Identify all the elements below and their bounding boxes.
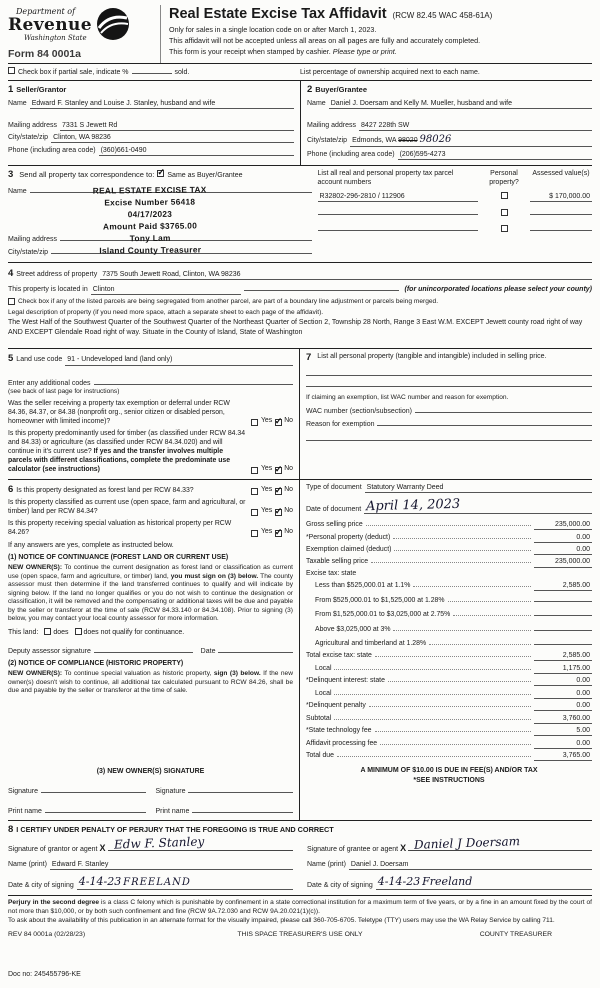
- no-checkbox[interactable]: [275, 488, 282, 495]
- tax-row: [306, 608, 592, 620]
- partial-percent-field[interactable]: [132, 67, 172, 74]
- treasurer-stamp: [60, 183, 241, 257]
- tax-row-label: Exemption claimed (deduct): [306, 546, 392, 553]
- certification-heading: I CERTIFY UNDER PENALTY OF PERJURY THAT THE FOREGOING IS TRUE AND CORRECT: [16, 824, 334, 834]
- tax-row-label: Above $3,025,000 at 3%: [315, 625, 391, 633]
- partial-sale-row: [8, 63, 592, 80]
- yes-checkbox[interactable]: [251, 488, 258, 495]
- owner-signature-field[interactable]: [188, 785, 293, 793]
- tax-row-label: From $1,525,000.01 to $3,025,000 at 2.75%: [315, 611, 451, 619]
- tax-row-label: Local: [315, 664, 332, 672]
- grantee-print-name-field[interactable]: Daniel J. Doersam: [349, 860, 592, 870]
- dot-leader: [380, 744, 531, 745]
- dot-leader: [371, 562, 531, 563]
- tax-row-label: Local: [315, 689, 332, 697]
- grantee-signature-block: [307, 834, 592, 890]
- does-checkbox[interactable]: [44, 628, 51, 635]
- buyer-heading: Buyer/Grantee: [315, 85, 367, 95]
- parcel-number-field[interactable]: [318, 207, 478, 215]
- street-address-field[interactable]: 7375 South Jewett Road, Clinton, WA 98236: [100, 270, 592, 280]
- tax-row-label: Less than $525,000.01 at 1.1%: [315, 582, 411, 590]
- tax-row: [306, 570, 592, 579]
- date-city-label: Date & city of signing: [8, 881, 74, 889]
- question-text: 6 Is this property designated as forest land per RCW 84.33?: [8, 483, 194, 495]
- tax-row-label: *Personal property (deduct): [306, 533, 391, 541]
- footer: [8, 895, 592, 979]
- date-of-document-label: Date of document: [306, 505, 362, 513]
- parcel-row: [318, 207, 592, 218]
- deputy-date-field[interactable]: [218, 645, 293, 653]
- see-back-note: (see back of last page for instructions): [8, 388, 120, 396]
- dot-leader: [369, 706, 531, 707]
- type-of-document-label: Type of document: [306, 483, 362, 491]
- section-certification: [8, 820, 592, 895]
- yes-checkbox[interactable]: [251, 419, 258, 426]
- tax-row-value[interactable]: 0.00: [534, 739, 592, 749]
- assessed-value-field[interactable]: $ 170,000.00: [530, 192, 592, 202]
- tax-row-value[interactable]: 2,585.00: [534, 581, 592, 591]
- wac-number-field[interactable]: [415, 405, 592, 413]
- grantee-handwritten-signature: Daniel J Doersam: [413, 834, 521, 853]
- buyer-name-field[interactable]: Daniel J. Doersam and Kelly M. Mueller, husband and wife: [329, 99, 592, 109]
- tax-row-label: *State technology fee: [306, 727, 372, 735]
- question-text: Was the seller receiving a property tax exemption or deferral under RCW 84.36, 84.37, or 84.38 (nonprofit org., senior citizen or disabled person, homeowner with limited income)?: [8, 399, 230, 425]
- tax-row: [306, 545, 592, 555]
- form-number: Form 84 0001a: [8, 48, 81, 61]
- dot-leader: [448, 601, 532, 602]
- buyer-mailing-field[interactable]: 8427 228th SW: [359, 121, 592, 131]
- section-land-use: [8, 349, 300, 478]
- phone-label: Phone (including area code): [8, 146, 96, 154]
- assessed-values-header: Assessed value(s): [532, 169, 590, 177]
- grantor-print-name-field[interactable]: Edward F. Stanley: [50, 860, 293, 870]
- tax-row: [306, 689, 592, 699]
- dot-leader: [375, 731, 531, 732]
- tax-row: [306, 739, 592, 749]
- tax-row-value[interactable]: 2,585.00: [534, 651, 592, 661]
- wac-number-label: WAC number (section/subsection): [306, 407, 412, 415]
- tax-row-value[interactable]: 235,000.00: [534, 557, 592, 567]
- grantor-date-city-field[interactable]: [77, 875, 293, 890]
- reason-exemption-line[interactable]: [306, 430, 592, 441]
- print-name-label: Print name: [8, 807, 42, 815]
- type-of-document-field[interactable]: Statutory Warranty Deed: [365, 483, 592, 493]
- partial-sale-checkbox[interactable]: [8, 67, 15, 74]
- yes-label: Yes: [260, 506, 273, 514]
- question-text: Is this property classified as current use (open space, farm and agricultural, or timber) land per RCW 84.34?: [8, 499, 246, 515]
- question-tax-exemption: [8, 400, 293, 427]
- section-number: 8: [8, 823, 14, 835]
- tax-row-value[interactable]: [534, 637, 592, 645]
- tax-row-value[interactable]: [534, 608, 592, 616]
- no-checkbox[interactable]: [275, 530, 282, 537]
- date-of-document-field[interactable]: [364, 496, 592, 514]
- notice-compliance-body: NEW OWNER(S): To continue special valuation as historic property, sign (3) below. If the new owner(s) doesn't wish to continue, all additional tax calculated pursuant to RCW 84.26, shall be due and payable by the seller or transferor at the time of sale.: [8, 670, 293, 695]
- no-checkbox[interactable]: [275, 419, 282, 426]
- header-note-3: This form is your receipt when stamped by cashier. Please type or print.: [169, 47, 397, 57]
- tax-row-value[interactable]: [534, 623, 592, 631]
- located-in-extra-line[interactable]: [244, 283, 399, 291]
- yes-checkbox[interactable]: [251, 530, 258, 537]
- dot-leader: [393, 538, 531, 539]
- tax-row: [306, 623, 592, 635]
- see-instructions-note: *SEE INSTRUCTIONS: [413, 777, 485, 785]
- tax-row-label: *Delinquent interest: state: [306, 677, 385, 685]
- section-number: 3: [8, 168, 14, 180]
- buyer-phone-field[interactable]: (206)595-4273: [398, 150, 592, 160]
- stamp-line: Tony Lam: [129, 232, 171, 243]
- tax-row-label: *Delinquent penalty: [306, 702, 366, 710]
- tax-row-label: Subtotal: [306, 714, 332, 722]
- name-label: Name: [8, 188, 27, 196]
- dot-leader: [337, 756, 531, 757]
- tax-row-value[interactable]: 0.00: [534, 533, 592, 543]
- grantor-handwritten-date: 4-14-23: [78, 874, 122, 888]
- date-label: Date: [200, 647, 216, 655]
- no-label: No: [284, 486, 293, 494]
- tax-row: [306, 594, 592, 606]
- land-use-field[interactable]: 91 - Undeveloped land (land only): [65, 355, 293, 365]
- tax-row-label: Affidavit processing fee: [306, 739, 378, 747]
- same-as-buyer-checkbox[interactable]: [157, 170, 164, 177]
- parcel-table: [318, 169, 592, 258]
- located-in-field[interactable]: Clinton: [91, 285, 241, 295]
- grantor-signature-block: [8, 834, 293, 890]
- grantee-signature-label: Signature of grantee or agent: [307, 846, 399, 853]
- tax-row-value[interactable]: 0.00: [534, 701, 592, 711]
- yes-label: Yes: [260, 486, 273, 494]
- date-city-label: Date & city of signing: [307, 881, 373, 889]
- street-address-label: Street address of property: [16, 271, 98, 279]
- new-owner-signature-block: [8, 761, 293, 815]
- unincorporated-note: (for unincorporated locations please select your county): [404, 286, 592, 294]
- no-label: No: [284, 506, 293, 514]
- assessed-value-field[interactable]: [530, 207, 592, 215]
- alternate-format-notice: To ask about the availability of this publication in an alternate format for the visually impaired, please call 360-705-6705. Teletype (TTY) users may use the WA Relay Service by calling 711.: [8, 917, 555, 925]
- parcel-row: [318, 192, 592, 202]
- grantee-date-city-field[interactable]: [376, 875, 592, 890]
- notice-compliance-title: (2) NOTICE OF COMPLIANCE (HISTORIC PROPERTY): [8, 660, 184, 668]
- city-label: City/state/zip: [8, 134, 49, 142]
- personal-property-checkbox[interactable]: [501, 209, 508, 216]
- section-property-address: [8, 262, 592, 348]
- personal-property-header: Personal property?: [489, 169, 519, 186]
- sold-label: sold.: [174, 69, 190, 76]
- land-qualify-row: [8, 628, 293, 637]
- yes-checkbox[interactable]: [251, 509, 258, 516]
- city-label: City/state/zip: [8, 249, 49, 257]
- section-number: 7: [306, 352, 312, 364]
- phone-label: Phone (including area code): [307, 150, 395, 158]
- no-label: No: [284, 416, 293, 424]
- tax-computation: [300, 480, 592, 820]
- name-print-label: Name (print): [8, 860, 47, 868]
- section-number: 1: [8, 84, 14, 96]
- stamp-line: Excise Number 56418: [104, 196, 196, 208]
- tax-row: [306, 726, 592, 736]
- grantor-handwritten-city: FREELAND: [123, 876, 191, 888]
- question-forest-land: [8, 484, 293, 496]
- tax-row-value[interactable]: 3,765.00: [534, 751, 592, 761]
- tax-row-label: Gross selling price: [306, 521, 363, 529]
- stamp-line: Island County Treasurer: [99, 244, 202, 256]
- document-number: Doc no: 245455796-KE: [8, 970, 81, 978]
- parcel-row: [318, 223, 592, 234]
- partial-sale-label: Check box if partial sale, indicate %: [18, 69, 129, 76]
- tax-row-value[interactable]: 3,760.00: [534, 714, 592, 724]
- tax-row: [306, 701, 592, 711]
- dot-leader: [429, 644, 531, 645]
- tax-row: [306, 533, 592, 543]
- deputy-assessor-row: [8, 645, 293, 656]
- owner-print-name-field[interactable]: [192, 805, 293, 813]
- seller-name-field[interactable]: Edward F. Stanley and Louise J. Stanley, husband and wife: [30, 99, 294, 109]
- section-number: 4: [8, 268, 14, 280]
- does-label: does: [53, 628, 69, 636]
- rcw-reference: (RCW 82.45 WAC 458-61A): [392, 11, 493, 20]
- stamp-line: 04/17/2023: [127, 208, 173, 219]
- dot-leader: [453, 615, 531, 616]
- land-use-label: Land use code: [16, 356, 63, 364]
- grantee-handwritten-date: 4-14-23: [377, 874, 421, 888]
- stamp-line: REAL ESTATE EXCISE TAX: [92, 184, 207, 196]
- assessed-value-field[interactable]: [530, 223, 592, 231]
- correspondence-heading: Send all property tax correspondence to:: [19, 169, 155, 179]
- does-not-checkbox[interactable]: [75, 628, 82, 635]
- mailing-label: Mailing address: [8, 235, 58, 243]
- tax-row-value[interactable]: [534, 594, 592, 602]
- buyer-city-field[interactable]: Edmonds, WA 98020 98026: [350, 133, 592, 147]
- tax-table: [306, 518, 592, 762]
- owner-signature-field[interactable]: [41, 785, 146, 793]
- dot-leader: [334, 669, 531, 670]
- tax-row-value[interactable]: 235,000.00: [534, 520, 592, 530]
- washington-state-text: Washington State: [24, 34, 87, 43]
- seller-phone-field[interactable]: (360)661-0490: [99, 146, 294, 156]
- personal-property-checkbox[interactable]: [501, 192, 508, 199]
- city-label: City/state/zip: [307, 137, 348, 145]
- tax-row-label: Agricultural and timberland at 1.28%: [315, 639, 427, 647]
- section-continuance: [8, 480, 300, 820]
- dot-leader: [393, 630, 531, 631]
- dot-leader: [413, 586, 531, 587]
- grantor-signature-label: Signature of grantor or agent: [8, 846, 98, 853]
- band-continuance-tax: [8, 479, 592, 820]
- signature-label: Signature: [8, 787, 38, 795]
- tax-row-value[interactable]: 0.00: [534, 676, 592, 686]
- personal-property-checkbox[interactable]: [501, 225, 508, 232]
- exemption-note: If claiming an exemption, list WAC number and reason for exemption.: [306, 393, 509, 401]
- name-label: Name: [307, 99, 326, 107]
- grantee-handwritten-city: Freeland: [422, 874, 473, 888]
- no-checkbox[interactable]: [275, 509, 282, 516]
- reason-exemption-label: Reason for exemption: [306, 421, 375, 429]
- print-name-label: Print name: [155, 807, 190, 815]
- notice-continuance-body: NEW OWNER(S): To continue the current designation as forest land or classification as current use (open space, farm and agriculture, or timber) land, you must sign on (3) below. The county assessor must then determine if the land transferred continues to qualify and will indicate by signing below. If the land no longer qualifies or you do not wish to continue the designation or classification, it will be removed and the compensating or additional taxes will be due and payable by the seller or transferor at the time of sale (RCW 84.33.140 or 84.34.108). Prior to signing (3) below, you may contact your local county assessor for more information.: [8, 563, 293, 623]
- tax-row-label: Taxable selling price: [306, 558, 369, 566]
- question-current-use: [8, 499, 293, 517]
- grantee-signature-field[interactable]: [408, 834, 592, 853]
- minimum-due-note: A MINIMUM OF $10.00 IS DUE IN FEE(S) AND/OR TAX: [360, 767, 538, 775]
- dot-leader: [334, 719, 531, 720]
- yes-label: Yes: [260, 464, 273, 472]
- no-label: No: [284, 464, 293, 472]
- grantor-signature-field[interactable]: [108, 834, 293, 852]
- parcel-numbers-header: List all real and personal property tax parcel account numbers: [317, 169, 454, 186]
- stamp-line: Amount Paid $3765.00: [102, 220, 198, 232]
- seller-city-field[interactable]: Clinton, WA 98236: [51, 133, 294, 143]
- no-label: No: [284, 527, 293, 535]
- seller-heading: Seller/Grantor: [16, 85, 67, 95]
- deputy-assessor-label: Deputy assessor signature: [8, 647, 91, 655]
- yes-label: Yes: [260, 416, 273, 424]
- mailing-label: Mailing address: [8, 121, 58, 129]
- additional-codes-label: Enter any additional codes: [8, 380, 91, 388]
- parcel-number-field[interactable]: R32802-296-2810 / 112906: [318, 192, 478, 202]
- tax-row: [306, 664, 592, 674]
- treasurer-space-label: THIS SPACE TREASURER'S USE ONLY: [237, 930, 363, 938]
- header-note-1: Only for sales in a single location code on or after March 1, 2023.: [169, 25, 377, 35]
- revenue-logo-icon: [96, 7, 130, 41]
- tax-row: [306, 520, 592, 530]
- department-of-text: Department of: [16, 7, 76, 16]
- tax-row-value[interactable]: 5.00: [534, 726, 592, 736]
- dot-leader: [375, 656, 531, 657]
- tax-row-label: Excise tax: state: [306, 569, 357, 577]
- this-land-label: This land:: [8, 628, 39, 636]
- agency-block: [8, 5, 160, 63]
- rev-form-id: REV 84 0001a (02/28/23): [8, 930, 86, 938]
- county-treasurer-label: COUNTY TREASURER: [479, 930, 552, 938]
- section-seller-grantor: [8, 81, 300, 165]
- segregated-checkbox[interactable]: [8, 298, 15, 305]
- dot-leader: [394, 550, 531, 551]
- tax-row: [306, 557, 592, 567]
- signature-label: Signature: [155, 787, 186, 795]
- tax-row-label: Total due: [306, 752, 334, 760]
- section-personal-property: [300, 349, 592, 478]
- no-checkbox[interactable]: [275, 467, 282, 474]
- struck-zip: 98020: [398, 137, 418, 145]
- tax-row: [306, 714, 592, 724]
- tax-row: [306, 676, 592, 686]
- band-landuse-personalproperty: [8, 348, 592, 478]
- header-note-2: This affidavit will not be accepted unless all areas on all pages are fully and accurately completed.: [169, 36, 481, 46]
- reason-exemption-field[interactable]: [377, 418, 592, 426]
- mailing-label: Mailing address: [307, 121, 357, 129]
- name-print-label: Name (print): [307, 860, 346, 868]
- signature-x-mark: X: [99, 843, 106, 853]
- question-text: Is this property predominantly used for timber (as classified under RCW 84.34 and 84.33) or agriculture (as classified under RCW 84.34.020) and will continue in it's current use? If yes and the transfer involves multiple parcels with different classifications, complete the predominate use calculator (see instructions): [8, 429, 246, 473]
- revenue-wordmark: Revenue: [8, 15, 92, 36]
- tax-row: [306, 751, 592, 761]
- ownership-percent-note: List percentage of ownership acquired next to each name.: [300, 69, 480, 76]
- personal-property-line[interactable]: [306, 365, 592, 376]
- header: [8, 5, 592, 63]
- section-tax-correspondence: [8, 165, 592, 263]
- tax-row: [306, 651, 592, 661]
- question-timber-agriculture: [8, 430, 293, 475]
- question-text: Is this property receiving special valuation as historical property per RCW 84.26?: [8, 519, 232, 536]
- same-as-buyer-label: Same as Buyer/Grantee: [167, 171, 243, 179]
- located-in-label: This property is located in: [8, 286, 88, 294]
- section-number: 5: [8, 353, 14, 365]
- signature-x-mark: X: [400, 843, 407, 853]
- deputy-assessor-signature-field[interactable]: [94, 645, 193, 653]
- grantor-handwritten-signature: Edw F. Stanley: [113, 834, 204, 852]
- tax-row-value[interactable]: 0.00: [534, 545, 592, 555]
- tax-row-label: From $525,000.01 to $1,525,000 at 1.28%: [315, 596, 445, 604]
- yes-checkbox[interactable]: [251, 467, 258, 474]
- personal-property-list-label: List all personal property (tangible and intangible) included in selling price.: [317, 353, 547, 361]
- dot-leader: [366, 525, 531, 526]
- additional-codes-field[interactable]: [94, 377, 294, 385]
- new-owner-signature-title: (3) NEW OWNER(S) SIGNATURE: [96, 768, 205, 776]
- tax-row-label: Total excise tax: state: [306, 652, 372, 660]
- owner-print-name-field[interactable]: [45, 805, 146, 813]
- tax-row: [306, 637, 592, 649]
- legal-description-label: Legal description of property (if you need more space, attach a separate sheet to each page of the affidavit).: [8, 308, 324, 316]
- legal-description-text: The West Half of the Southwest Quarter of the Southwest Quarter of the Northeast Quarter of Section 2, Township 28 North, Range 3 East W.M. EXCEPT Jewett county road right of way AND EXCEPT Glendale Road right of way. Situate in the County of Island, State of Washington: [8, 319, 583, 336]
- dot-leader: [388, 681, 531, 682]
- personal-property-line[interactable]: [306, 376, 592, 387]
- segregated-text: Check box if any of the listed parcels are being segregated from another parcel, are part of a boundary line adjustment or parcels being merged.: [18, 298, 439, 306]
- tax-row-value[interactable]: 0.00: [534, 689, 592, 699]
- title-block: [160, 5, 592, 63]
- tax-row-value[interactable]: 1,175.00: [534, 664, 592, 674]
- handwritten-document-date: April 14, 2023: [366, 496, 461, 514]
- section-number: 2: [307, 84, 313, 96]
- does-not-label: does not qualify for continuance.: [83, 628, 185, 636]
- dot-leader: [334, 694, 531, 695]
- parcel-number-field[interactable]: [318, 223, 478, 231]
- seller-buyer-sections: [8, 80, 592, 165]
- yes-label: Yes: [260, 527, 273, 535]
- tax-row: [306, 581, 592, 591]
- section-buyer-grantee: [300, 81, 592, 165]
- question-historic-property: [8, 520, 293, 538]
- seller-mailing-field[interactable]: 7331 S Jewett Rd: [60, 121, 294, 131]
- if-yes-instruction: If any answers are yes, complete as instructed below.: [8, 541, 174, 549]
- name-label: Name: [8, 99, 27, 107]
- notice-continuance-title: (1) NOTICE OF CONTINUANCE (FOREST LAND OR CURRENT USE): [8, 553, 229, 561]
- perjury-notice: Perjury in the second degree is a class C felony which is punishable by confinement in a state correctional institution for a maximum term of five years, or by a fine in an amount fixed by the court of not more than $10,000, or by both such confinement and fine (RCW 9A.72.030 and RCW 9A.20.021(1)(c)).: [8, 899, 593, 915]
- form-title: Real Estate Excise Tax Affidavit: [169, 6, 387, 22]
- handwritten-zip: 98026: [419, 134, 452, 146]
